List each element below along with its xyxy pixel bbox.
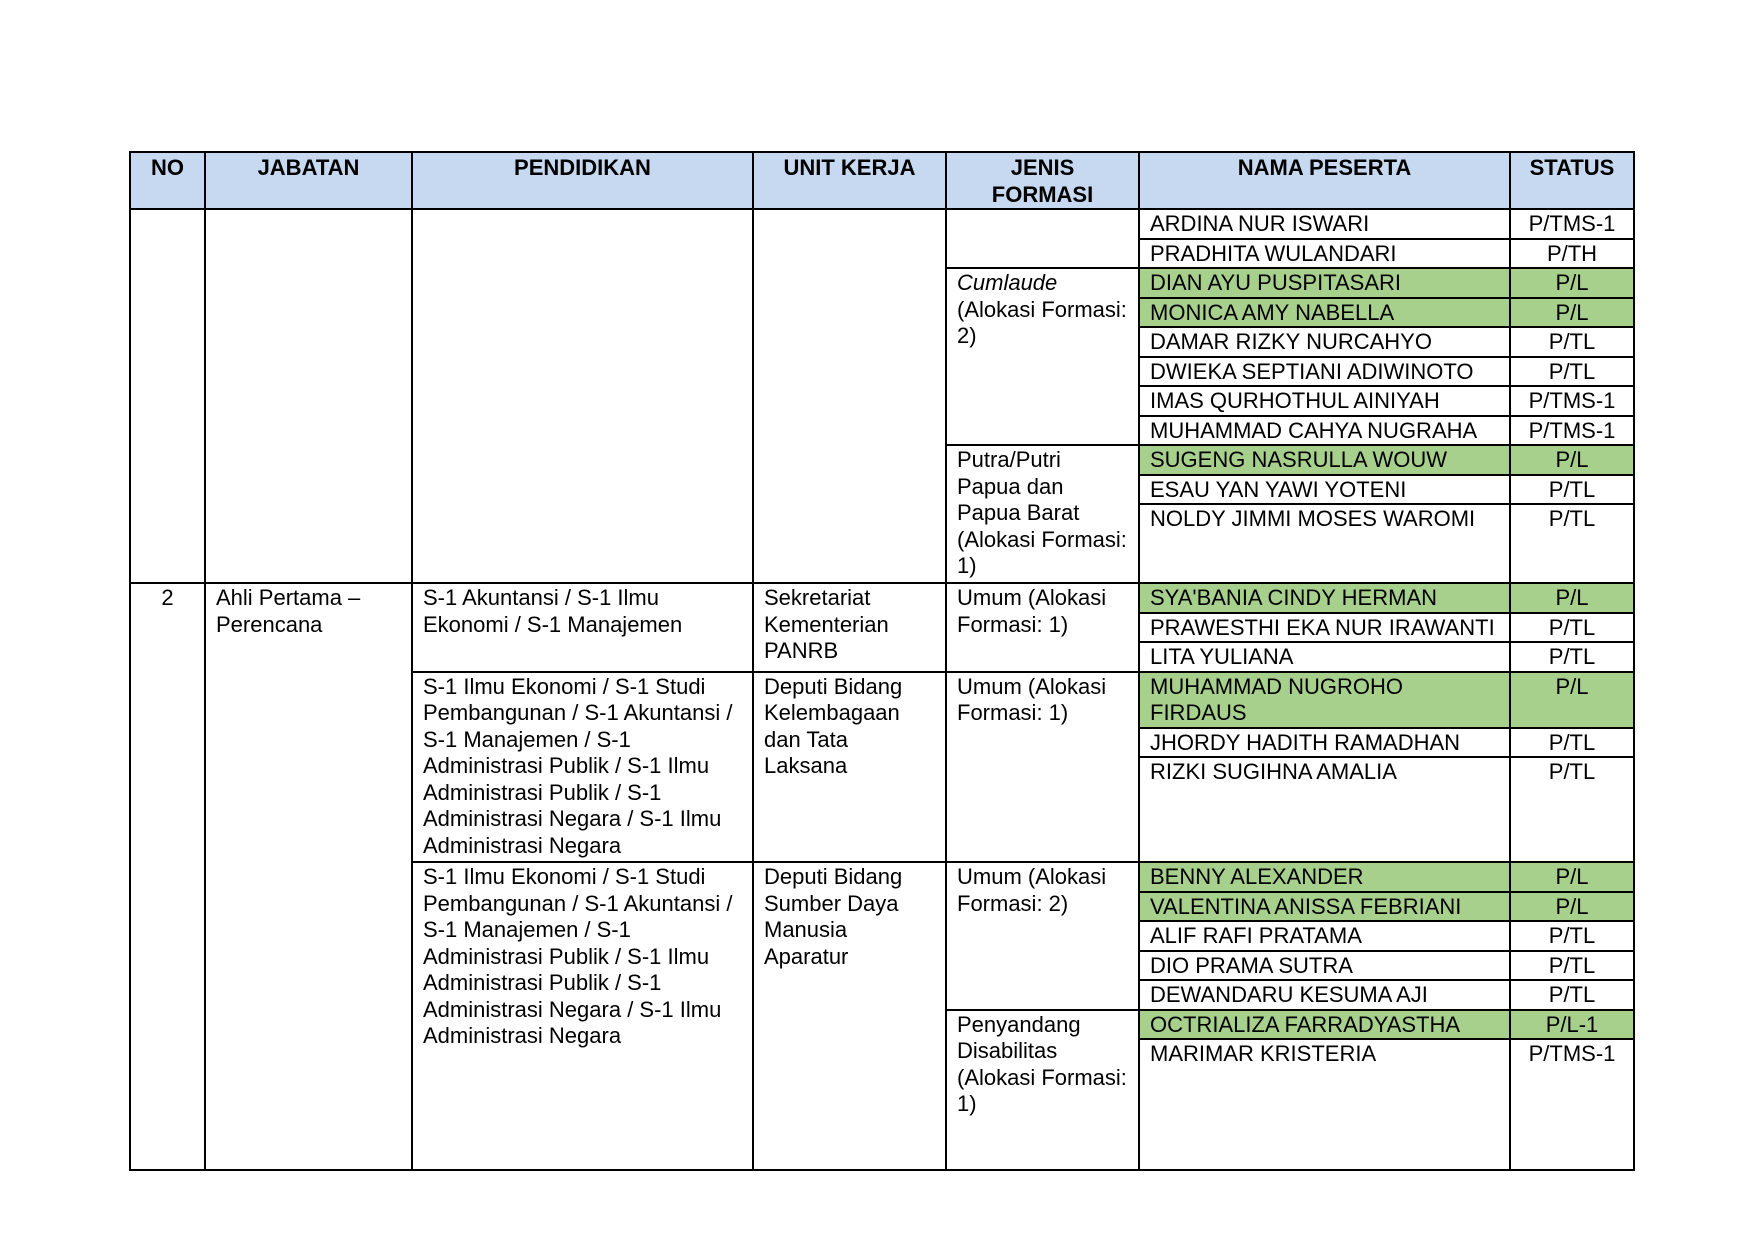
formasi-cell: Umum (Alokasi Formasi: 1) xyxy=(946,672,1139,863)
participant-status: P/TMS-1 xyxy=(1510,1039,1634,1170)
participant-status: P/L xyxy=(1510,892,1634,922)
participant-name: SYA'BANIA CINDY HERMAN xyxy=(1139,583,1510,613)
pendidikan-cell: S-1 Akuntansi / S-1 Ilmu Ekonomi / S-1 Manajemen xyxy=(412,583,753,672)
participant-name: DIO PRAMA SUTRA xyxy=(1139,951,1510,981)
participant-name: DEWANDARU KESUMA AJI xyxy=(1139,980,1510,1010)
participant-status: P/L xyxy=(1510,862,1634,892)
participant-name: NOLDY JIMMI MOSES WAROMI xyxy=(1139,504,1510,583)
participant-name: LITA YULIANA xyxy=(1139,642,1510,672)
participant-status: P/L xyxy=(1510,268,1634,298)
participant-name: OCTRIALIZA FARRADYASTHA xyxy=(1139,1010,1510,1040)
participant-name: MUHAMMAD NUGROHO FIRDAUS xyxy=(1139,672,1510,728)
participant-status: P/TL xyxy=(1510,728,1634,758)
pendidikan-cell: S-1 Ilmu Ekonomi / S-1 Studi Pembangunan / S-1 Akuntansi / S-1 Manajemen / S-1 Administrasi Publik / S-1 Ilmu Administrasi Publik / S-1 Administrasi Negara / S-1 Ilmu Administrasi Negara xyxy=(412,672,753,863)
participant-status: P/TL xyxy=(1510,613,1634,643)
participant-status: P/TL xyxy=(1510,642,1634,672)
participant-status: P/TL xyxy=(1510,980,1634,1010)
formasi-cumlaude-allocation: (Alokasi Formasi: 2) xyxy=(957,296,1127,348)
participant-status: P/TMS-1 xyxy=(1510,416,1634,446)
participant-name: ALIF RAFI PRATAMA xyxy=(1139,921,1510,951)
pendidikan-cell: S-1 Ilmu Ekonomi / S-1 Studi Pembangunan / S-1 Akuntansi / S-1 Manajemen / S-1 Administrasi Publik / S-1 Ilmu Administrasi Publik / S-1 Administrasi Negara / S-1 Ilmu Administrasi Negara xyxy=(412,862,753,1170)
participant-name: MONICA AMY NABELLA xyxy=(1139,298,1510,328)
unit-kerja-cell: Deputi Bidang Sumber Daya Manusia Aparatur xyxy=(753,862,946,1170)
participant-name: RIZKI SUGIHNA AMALIA xyxy=(1139,757,1510,862)
participants-table xyxy=(129,151,1635,1171)
participant-status: P/TL xyxy=(1510,475,1634,505)
formasi-cell: Penyandang Disabilitas (Alokasi Formasi: 1) xyxy=(946,1010,1139,1171)
participant-status: P/TL xyxy=(1510,504,1634,583)
participant-name: SUGENG NASRULLA WOUW xyxy=(1139,445,1510,475)
header-no: NO xyxy=(130,152,205,209)
pendidikan-cell-empty xyxy=(412,209,753,583)
participant-status: P/L-1 xyxy=(1510,1010,1634,1040)
participant-status: P/TL xyxy=(1510,951,1634,981)
no-cell-empty xyxy=(130,209,205,583)
formasi-cell: Umum (Alokasi Formasi: 2) xyxy=(946,862,1139,1010)
formasi-cell: Umum (Alokasi Formasi: 1) xyxy=(946,583,1139,672)
participant-name: IMAS QURHOTHUL AINIYAH xyxy=(1139,386,1510,416)
participant-name: ESAU YAN YAWI YOTENI xyxy=(1139,475,1510,505)
participant-status: P/TL xyxy=(1510,327,1634,357)
participant-name: PRADHITA WULANDARI xyxy=(1139,239,1510,269)
formasi-cumlaude-label: Cumlaude xyxy=(957,270,1058,295)
participant-status: P/TL xyxy=(1510,757,1634,862)
participant-name: DAMAR RIZKY NURCAHYO xyxy=(1139,327,1510,357)
participant-status: P/L xyxy=(1510,445,1634,475)
unit-kerja-cell: Deputi Bidang Kelembagaan dan Tata Laksana xyxy=(753,672,946,863)
jabatan-cell-empty xyxy=(205,209,412,583)
header-unit-kerja: UNIT KERJA xyxy=(753,152,946,209)
participant-status: P/TL xyxy=(1510,357,1634,387)
participant-status: P/TMS-1 xyxy=(1510,209,1634,239)
participant-name: DWIEKA SEPTIANI ADIWINOTO xyxy=(1139,357,1510,387)
unit-kerja-cell-empty xyxy=(753,209,946,583)
participant-status: P/TMS-1 xyxy=(1510,386,1634,416)
formasi-cell-empty xyxy=(946,209,1139,268)
participant-status: P/L xyxy=(1510,672,1634,728)
participant-name: ARDINA NUR ISWARI xyxy=(1139,209,1510,239)
header-row xyxy=(130,152,1634,209)
participant-name: BENNY ALEXANDER xyxy=(1139,862,1510,892)
participant-name: DIAN AYU PUSPITASARI xyxy=(1139,268,1510,298)
header-jabatan: JABATAN xyxy=(205,152,412,209)
row-number: 2 xyxy=(130,583,205,1170)
participant-status: P/L xyxy=(1510,583,1634,613)
unit-kerja-cell: Sekretariat Kementerian PANRB xyxy=(753,583,946,672)
participant-status: P/L xyxy=(1510,298,1634,328)
jabatan-cell: Ahli Pertama – Perencana xyxy=(205,583,412,1170)
table-row xyxy=(130,583,1634,613)
header-pendidikan: PENDIDIKAN xyxy=(412,152,753,209)
formasi-cumlaude xyxy=(946,268,1139,445)
formasi-papua: Putra/Putri Papua dan Papua Barat (Alokasi Formasi: 1) xyxy=(946,445,1139,583)
header-status: STATUS xyxy=(1510,152,1634,209)
participant-name: JHORDY HADITH RAMADHAN xyxy=(1139,728,1510,758)
header-nama-peserta: NAMA PESERTA xyxy=(1139,152,1510,209)
participant-name: MUHAMMAD CAHYA NUGRAHA xyxy=(1139,416,1510,446)
table-row xyxy=(130,209,1634,239)
header-jenis-formasi: JENIS FORMASI xyxy=(946,152,1139,209)
participant-name: MARIMAR KRISTERIA xyxy=(1139,1039,1510,1170)
participant-name: PRAWESTHI EKA NUR IRAWANTI xyxy=(1139,613,1510,643)
participant-name: VALENTINA ANISSA FEBRIANI xyxy=(1139,892,1510,922)
participant-status: P/TL xyxy=(1510,921,1634,951)
participant-status: P/TH xyxy=(1510,239,1634,269)
